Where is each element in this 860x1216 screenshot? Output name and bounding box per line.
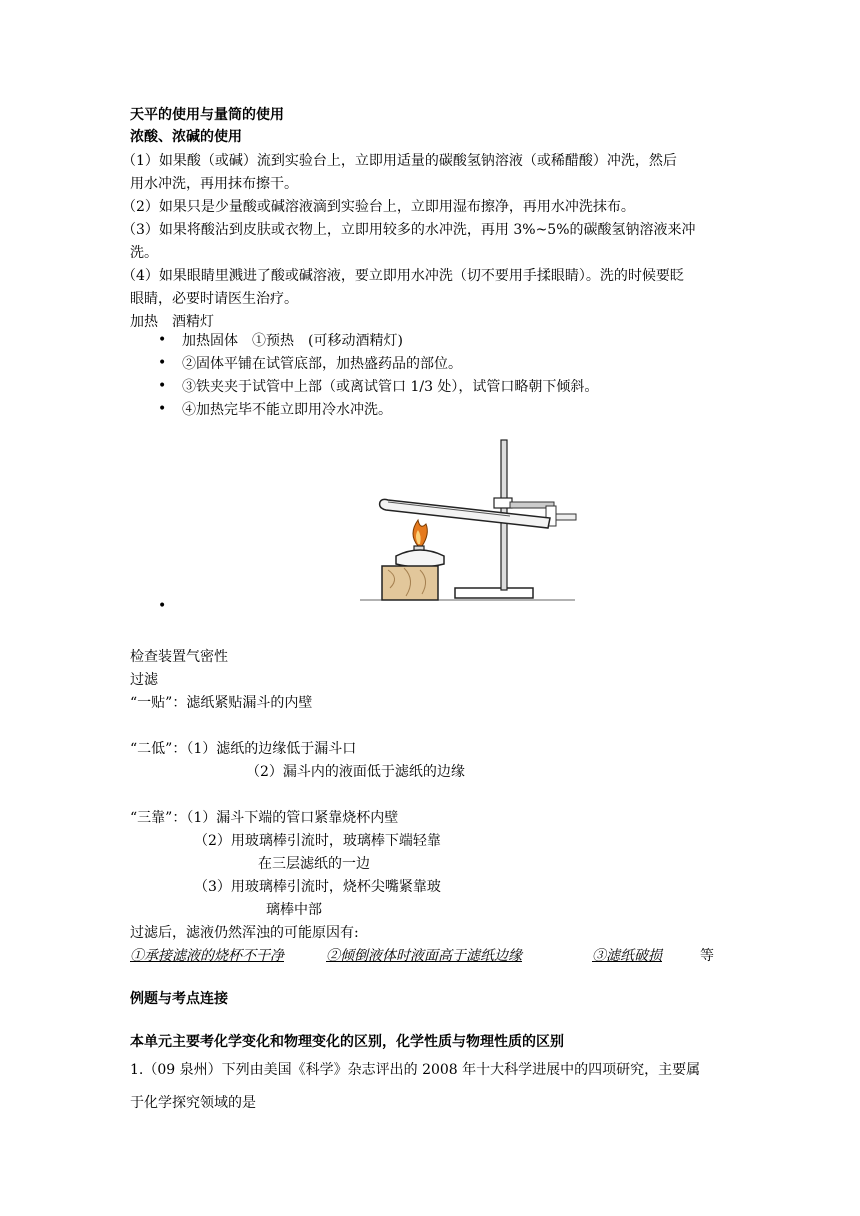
acid-base-p4b: 眼睛，必要时请医生治疗。 [130,291,298,307]
bullet-5: • [158,598,167,614]
filter-three-lean [130,807,398,829]
clamp-icon [494,498,512,508]
heading-balance: 天平的使用与量筒的使用 [130,107,284,123]
acid-base-p1a: （1）如果酸（或碱）流到实验台上，立即用适量的碳酸氢钠溶液（或稀醋酸）冲洗，然后 [122,153,677,169]
question-1a: 1.（09 泉州）下列由美国《科学》杂志评出的 2008 年十大科学进展中的四项研究，主要属 [130,1062,701,1078]
filter-two-low [130,738,356,760]
filter-one-stick [130,692,312,714]
alcohol-lamp-icon [396,550,444,567]
turbid-reason-1: ①承接滤液的烧杯不干净 [130,948,284,964]
filter-three-lean-3a: （3）用玻璃棒引流时，烧杯尖嘴紧靠玻 [194,879,441,895]
heating-item-3: ③铁夹夹于试管中上部（或离试管口 1/3 处），试管口略朝下倾斜。 [182,379,599,395]
bullet-1: • [158,332,167,348]
filter-title: 过滤 [130,672,158,688]
airtight-check: 检查装置气密性 [130,649,228,665]
bullet-2: • [158,355,167,371]
acid-base-p3b: 洗。 [130,245,158,261]
acid-base-p4a: （4）如果眼睛里溅进了酸或碱溶液，要立即用水冲洗（切不要用手揉眼睛）。洗的时候要眨 [122,268,684,284]
bullet-3: • [158,378,167,394]
stand-base-icon [455,588,533,598]
heating-item-1: 加热固体 ①预热 (可移动酒精灯) [182,333,403,349]
turbid-reason-3: ③滤纸破损 [592,948,662,964]
filter-two-low-label: “二低”： [130,741,187,757]
filter-one-stick-text: 滤纸紧贴漏斗的内壁 [186,695,313,711]
acid-base-p1b: 用水冲洗，再用抹布擦干。 [130,176,298,192]
heating-item-4: ④加热完毕不能立即用冷水冲洗。 [182,402,392,418]
filter-three-lean-3b: 璃棒中部 [266,902,322,918]
filter-one-stick-label: “一贴”： [130,695,187,711]
filter-three-lean-2a: （2）用玻璃棒引流时，玻璃棒下端轻靠 [194,833,441,849]
filter-two-low-1: （1）滤纸的边缘低于漏斗口 [186,741,357,757]
bullet-4: • [158,401,167,417]
filter-three-lean-label: “三靠”： [130,810,187,826]
wooden-block-icon [382,566,438,600]
acid-base-p3a: （3）如果将酸沾到皮肤或衣物上，立即用较多的水冲洗，再用 3%~5%的碳酸氢钠溶液来冲 [122,222,696,238]
heading-acid-base: 浓酸、浓碱的使用 [130,129,242,145]
examples-topic: 本单元主要考化学变化和物理变化的区别，化学性质与物理性质的区别 [130,1034,564,1050]
turbid-etc: 等 [700,948,714,964]
filter-three-lean-1: （1）漏斗下端的管口紧靠烧杯内壁 [186,810,399,826]
clamp-handle-icon [556,514,576,520]
turbid-title: 过滤后，滤液仍然浑浊的可能原因有: [130,925,359,941]
heating-title: 加热 酒精灯 [130,314,214,330]
filter-three-lean-2b: 在三层滤纸的一边 [258,856,370,872]
filter-two-low-2: （2）漏斗内的液面低于滤纸的边缘 [246,764,465,780]
question-1b: 于化学探究领域的是 [130,1095,256,1111]
acid-base-p2: （2）如果只是少量酸或碱溶液滴到实验台上，立即用湿布擦净，再用水冲洗抹布。 [122,199,635,215]
examples-title: 例题与考点连接 [130,991,228,1007]
heating-item-2: ②固体平铺在试管底部，加热盛药品的部位。 [182,356,462,372]
heating-apparatus-illustration [360,438,580,604]
turbid-reason-2: ②倾倒液体时液面高于滤纸边缘 [326,948,522,964]
